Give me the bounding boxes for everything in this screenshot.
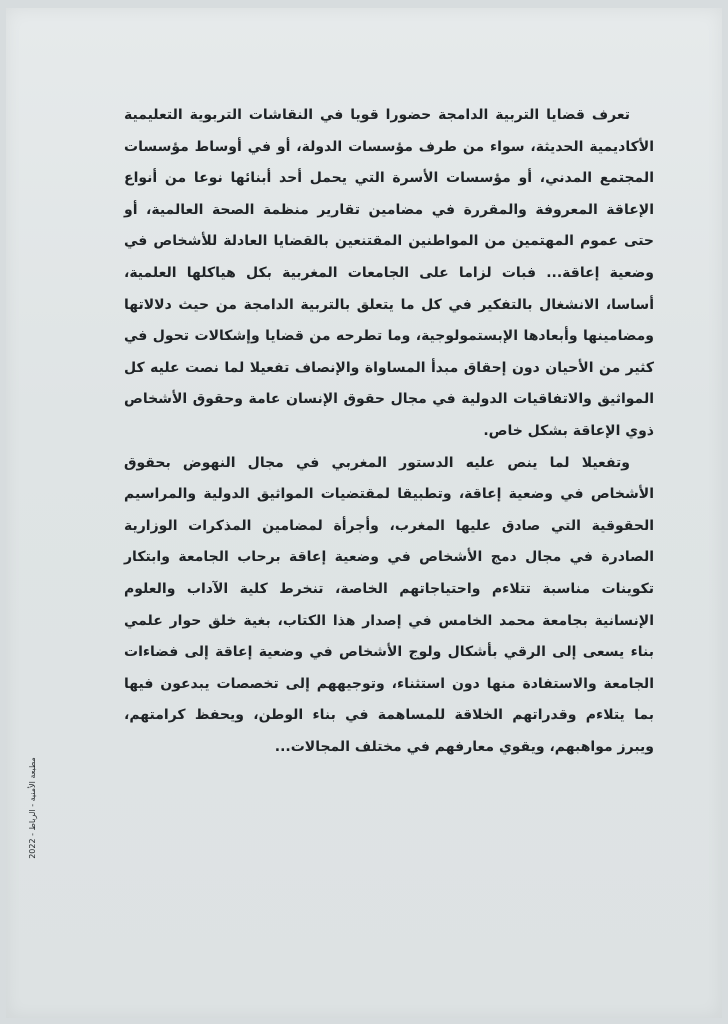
paragraph-1: تعرف قضايا التربية الدامجة حضورا قويا في النقاشات التربوية التعليمية الأكاديمية الحديثة، سواء من طرف مؤسسات الدولة، أو في أوساط مؤسسات المجتمع المدني، أو مؤسسات الأسرة التي يحمل أحد أبنائها نوعا من أنواع الإعاقة المعروفة والمقررة في مضامين تقارير منظمة الصحة العالمية، أو حتى عموم المهتمين من المواطنين المقتنعين بالقضايا العادلة للأشخاص في وضعية إعاقة... فبات لزاما على الجامعات المغربية بكل هياكلها العلمية، أساسا، الانشغال بالتفكير في كل ما يتعلق بالتربية الدامجة من حيث دلالاتها ومضامينها وأبعادها الإبستمولوجية، وما تطرحه من قضايا وإشكالات تحول في كثير من الأحيان دون إحقاق مبدأ المساواة والإنصاف تفعيلا لما نصت عليه كل المواثيق والاتفاقيات الدولية في مجال حقوق الإنسان عامة وحقوق الأشخاص ذوي الإعاقة بشكل خاص. — [124, 107, 654, 439]
paragraph-2: وتفعيلا لما ينص عليه الدستور المغربي في مجال النهوض بحقوق الأشخاص في وضعية إعاقة، وتطبيقا لمقتضيات المواثيق الدولية والمراسيم الحقوقية التي صادق عليها المغرب، وأجرأة لمضامين المذكرات الوزارية الصادرة في مجال دمج الأشخاص في وضعية إعاقة برحاب الجامعة وابتكار تكوينات مناسبة تتلاءم واحتياجاتهم الخاصة، تنخرط كلية الآداب والعلوم الإنسانية بجامعة محمد الخامس في إصدار هذا الكتاب، بغية خلق حوار علمي بناء يسعى إلى الرقي بأشكال ولوج الأشخاص في وضعية إعاقة إلى فضاءات الجامعة والاستفادة منها دون استثناء، وتوجيههم إلى تخصصات يبدعون فيها بما يتلاءم وقدراتهم الخلاقة للمساهمة في بناء الوطن، ويحفظ كرامتهم، ويبرز مواهبهم، ويقوي معارفهم في مختلف المجالات... — [124, 454, 654, 755]
printer-imprint: مطبعة الأمنية - الرباط - 2022 — [28, 757, 37, 859]
back-cover-page — [6, 8, 722, 1018]
back-cover-text — [124, 100, 654, 763]
